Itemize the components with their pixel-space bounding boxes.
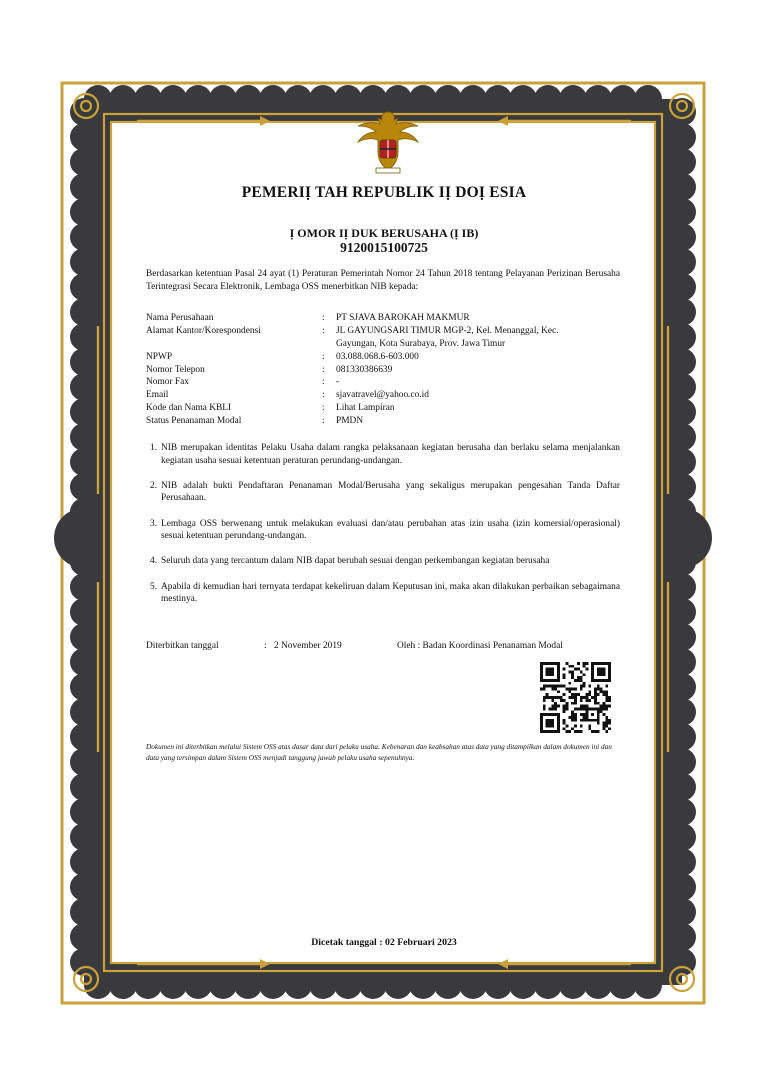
- issued-date-colon: :: [264, 641, 267, 651]
- list-item: [146, 442, 620, 467]
- field-colon: :: [322, 390, 325, 401]
- nib-number: 9120015100725: [340, 240, 428, 255]
- field-value: 081330386639: [336, 364, 393, 375]
- provisions-list: [146, 442, 620, 618]
- field-label: Nama Perusahaan: [146, 313, 214, 323]
- list-text: NIB merupakan identitas Pelaku Usaha dalam rangka pelaksanaan kegiatan berusaha dan berlaku selama menjalankan kegiatan usaha sesuai ketentuan peraturan perundang-undangan.: [161, 443, 620, 466]
- issued-date-label: Diterbitkan tanggal: [146, 641, 219, 651]
- qr-code-icon: [540, 662, 611, 733]
- field-colon: :: [322, 364, 325, 375]
- list-number: 2.: [150, 480, 158, 491]
- field-value: PT SJAVA BAROKAH MAKMUR: [336, 313, 470, 323]
- field-value: Lihat Lampiran: [336, 403, 395, 414]
- field-label: Kode dan Nama KBLI: [146, 403, 232, 414]
- printed-date: Dicetak tanggal : 02 Februari 2023: [311, 937, 457, 948]
- list-number: 1.: [150, 443, 158, 453]
- field-label: Nomor Fax: [146, 377, 189, 388]
- list-item: [146, 518, 620, 543]
- field-value: 03.088.068.6-603.000: [336, 351, 419, 362]
- list-number: 4.: [150, 556, 158, 567]
- document-title: PEMERIỊ TAH REPUBLIK IỊ DOỊ ESIA: [241, 184, 527, 201]
- field-label: Nomor Telepon: [146, 364, 205, 375]
- field-label: Status Penanaman Modal: [146, 416, 242, 427]
- field-value: JL GAYUNGSARI TIMUR MGP-2, Kel. Menanggal, Kec. Gayungan, Kota Surabaya, Prov. Jawa Timur: [336, 325, 559, 349]
- list-item: [146, 581, 620, 606]
- list-text: NIB adalah bukti Pendaftaran Penanaman Modal/Berusaha yang sekaligus merupakan pengesahan Tanda Daftar Perusahaan.: [161, 480, 620, 504]
- list-item: [146, 555, 620, 568]
- field-label: Alamat Kantor/Korespondensi: [146, 325, 261, 336]
- field-colon: :: [322, 351, 325, 362]
- field-value: -: [336, 377, 340, 388]
- issuer: Oleh : Badan Koordinasi Penanaman Modal: [397, 641, 563, 651]
- list-text: Seluruh data yang tercantum dalam NIB dapat berubah sesuai dengan perkembangan kegiatan berusaha: [161, 556, 550, 567]
- field-colon: :: [322, 416, 325, 427]
- garuda-emblem-icon: [352, 106, 424, 178]
- field-colon: :: [322, 313, 325, 323]
- disclaimer-text: Dokumen ini diterbitkan melalui Sistem OSS atas dasar data dari pelaku usaha. Kebenaran dan keabsahan atas data yang ditampilkan dalam dokumen ini dan data yang tersimpan dalam Sistem OSS menjadi tanggung jawab pelaku usaha sepenuhnya.: [146, 742, 612, 762]
- list-number: 5.: [150, 581, 158, 592]
- list-text: Lembaga OSS berwenang untuk melakukan evaluasi dan/atau perubahan atas izin usaha (izin komersial/operasional) sesuai ketentuan perundang-undangan.: [161, 518, 620, 542]
- field-label: Email: [146, 390, 169, 401]
- list-item: [146, 480, 620, 505]
- field-colon: :: [322, 403, 325, 414]
- field-label: NPWP: [146, 351, 173, 362]
- list-number: 3.: [150, 518, 158, 529]
- field-value: PMDN: [336, 416, 364, 427]
- field-colon: :: [322, 377, 325, 388]
- field-value: sjavatravel@yahoo.co.id: [336, 390, 429, 401]
- field-colon: :: [322, 325, 325, 336]
- list-text: Apabila di kemudian hari ternyata terdapat kekeliruan dalam Keputusan ini, maka akan dilakukan perbaikan sebagaimana mestinya.: [161, 581, 620, 605]
- document-subtitle: Ị OMOR IỊ DUK BERUSAHA (Ị IB): [289, 226, 479, 240]
- intro-paragraph: Berdasarkan ketentuan Pasal 24 ayat (1) Peraturan Pemerintah Nomor 24 Tahun 2018 tentang Pelayanan Perizinan Berusaha Terintegrasi Secara Elektronik, Lembaga OSS menerbitkan NIB kepada:: [146, 269, 620, 292]
- issued-date-value: 2 November 2019: [274, 641, 342, 651]
